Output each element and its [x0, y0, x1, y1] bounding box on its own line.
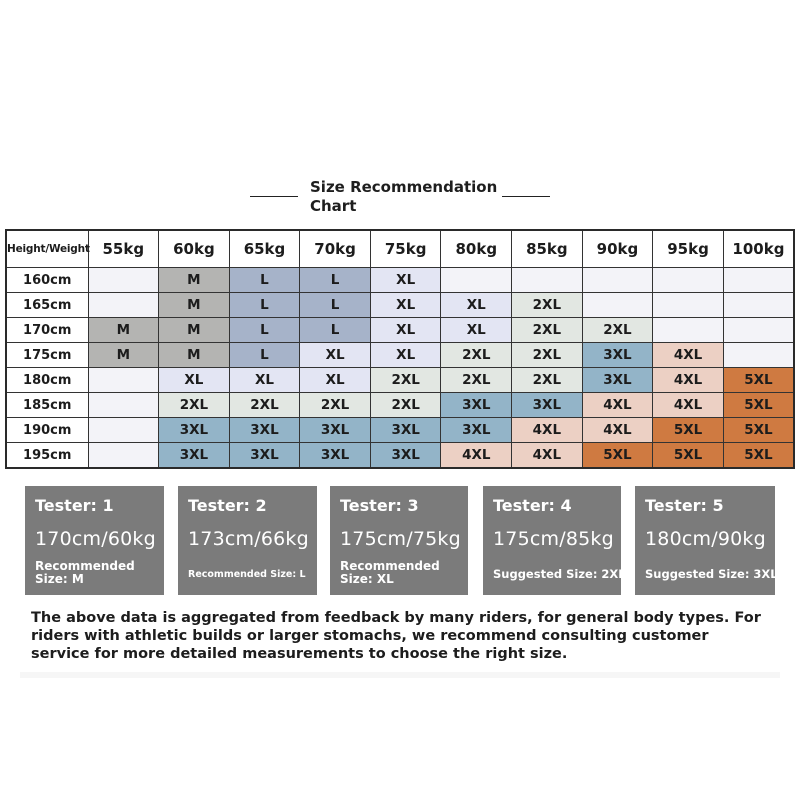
size-cell: XL: [441, 318, 512, 343]
table-row: [6, 343, 794, 368]
bottom-divider: [20, 672, 780, 678]
size-cell: [723, 318, 794, 343]
height-header: 190cm: [6, 418, 88, 443]
size-cell: 3XL: [582, 368, 653, 393]
size-cell: 4XL: [512, 418, 583, 443]
size-cell: L: [300, 318, 371, 343]
size-cell: 5XL: [582, 443, 653, 469]
size-cell: 5XL: [653, 443, 724, 469]
size-cell: M: [159, 318, 230, 343]
weight-header: 95kg: [653, 230, 724, 268]
size-cell: M: [159, 343, 230, 368]
size-cell: 2XL: [512, 293, 583, 318]
size-cell: [441, 268, 512, 293]
height-header: 170cm: [6, 318, 88, 343]
size-cell: [88, 293, 159, 318]
size-cell: [88, 443, 159, 469]
size-cell: 3XL: [159, 443, 230, 469]
size-cell: 2XL: [512, 343, 583, 368]
tester-stats: 175cm/85kg: [493, 528, 614, 550]
size-cell: 2XL: [512, 318, 583, 343]
table-row: [6, 443, 794, 469]
tester-cards: [25, 486, 785, 596]
size-cell: M: [88, 343, 159, 368]
weight-header: 60kg: [159, 230, 230, 268]
size-cell: 2XL: [441, 343, 512, 368]
weight-header: 85kg: [512, 230, 583, 268]
size-table: [5, 229, 795, 469]
size-cell: XL: [441, 293, 512, 318]
size-cell: 2XL: [159, 393, 230, 418]
size-cell: [653, 318, 724, 343]
weight-header: 100kg: [723, 230, 794, 268]
size-cell: M: [159, 268, 230, 293]
weight-header: 75kg: [370, 230, 441, 268]
size-cell: 3XL: [582, 343, 653, 368]
weight-header: 90kg: [582, 230, 653, 268]
weight-header: 80kg: [441, 230, 512, 268]
size-cell: M: [88, 318, 159, 343]
table-row: [6, 268, 794, 293]
tester-stats: 180cm/90kg: [645, 528, 766, 550]
table-header-row: [6, 230, 794, 268]
height-header: 180cm: [6, 368, 88, 393]
height-header: 185cm: [6, 393, 88, 418]
size-cell: 3XL: [441, 418, 512, 443]
size-cell: [653, 293, 724, 318]
weight-header: 55kg: [88, 230, 159, 268]
size-cell: XL: [370, 343, 441, 368]
size-cell: [723, 293, 794, 318]
tester-card-5: [635, 486, 778, 595]
size-cell: XL: [229, 368, 300, 393]
size-cell: XL: [370, 318, 441, 343]
height-header: 165cm: [6, 293, 88, 318]
size-cell: 2XL: [512, 368, 583, 393]
size-cell: 5XL: [723, 368, 794, 393]
size-cell: 5XL: [653, 418, 724, 443]
size-cell: 4XL: [653, 343, 724, 368]
tester-recommendation: Recommended Size: XL: [340, 559, 440, 586]
tester-name: Tester: 4: [493, 496, 572, 515]
tester-card-3: [330, 486, 468, 595]
tester-name: Tester: 2: [188, 496, 267, 515]
size-cell: 3XL: [512, 393, 583, 418]
tester-recommendation: Suggested Size: 2XL: [493, 567, 626, 581]
tester-recommendation: Recommended Size: M: [35, 559, 135, 586]
height-header: 175cm: [6, 343, 88, 368]
size-cell: 3XL: [370, 418, 441, 443]
size-cell: 4XL: [653, 368, 724, 393]
size-cell: 3XL: [300, 443, 371, 469]
size-cell: 3XL: [441, 393, 512, 418]
tester-card-4: [483, 486, 626, 595]
size-cell: L: [229, 268, 300, 293]
size-cell: 3XL: [300, 418, 371, 443]
size-cell: [723, 268, 794, 293]
height-header: 160cm: [6, 268, 88, 293]
size-cell: XL: [300, 343, 371, 368]
size-cell: XL: [370, 293, 441, 318]
table-row: [6, 418, 794, 443]
fit-note: The above data is aggregated from feedback by many riders, for general body types. For riders with athletic builds or larger stomachs, we recommend consulting customer service for more detailed measurements to choose the right size.: [31, 610, 761, 662]
table-row: [6, 368, 794, 393]
size-cell: 2XL: [441, 368, 512, 393]
size-cell: 2XL: [370, 393, 441, 418]
title-decor-line-left: [250, 196, 298, 197]
tester-stats: 173cm/66kg: [188, 528, 309, 550]
size-cell: 3XL: [229, 418, 300, 443]
table-row: [6, 318, 794, 343]
size-cell: L: [229, 343, 300, 368]
size-cell: 4XL: [582, 393, 653, 418]
size-cell: [512, 268, 583, 293]
chart-title-text: Size Recommendation Chart: [310, 178, 498, 215]
size-cell: 4XL: [512, 443, 583, 469]
size-cell: 2XL: [370, 368, 441, 393]
tester-stats: 170cm/60kg: [35, 528, 156, 550]
tester-name: Tester: 5: [645, 496, 724, 515]
size-cell: 3XL: [229, 443, 300, 469]
size-cell: XL: [159, 368, 230, 393]
size-cell: [723, 343, 794, 368]
size-cell: 5XL: [723, 443, 794, 469]
weight-header: 65kg: [229, 230, 300, 268]
size-cell: XL: [300, 368, 371, 393]
size-cell: 3XL: [370, 443, 441, 469]
size-cell: [88, 368, 159, 393]
size-cell: [88, 393, 159, 418]
tester-stats: 175cm/75kg: [340, 528, 461, 550]
size-cell: [582, 293, 653, 318]
size-cell: XL: [370, 268, 441, 293]
table-row: [6, 393, 794, 418]
title-decor-line-right: [502, 196, 550, 197]
size-cell: [88, 268, 159, 293]
size-cell: 4XL: [441, 443, 512, 469]
table-row: [6, 293, 794, 318]
size-cell: 4XL: [653, 393, 724, 418]
size-cell: 2XL: [582, 318, 653, 343]
tester-recommendation: Recommended Size: L: [188, 569, 306, 580]
size-cell: 3XL: [159, 418, 230, 443]
tester-name: Tester: 1: [35, 496, 114, 515]
size-cell: 2XL: [300, 393, 371, 418]
size-cell: [88, 418, 159, 443]
tester-recommendation: Suggested Size: 3XL: [645, 567, 778, 581]
size-cell: L: [229, 293, 300, 318]
size-cell: [653, 268, 724, 293]
tester-card-2: [178, 486, 317, 595]
size-cell: L: [300, 268, 371, 293]
chart-title: [250, 178, 550, 218]
size-cell: 5XL: [723, 393, 794, 418]
size-cell: L: [229, 318, 300, 343]
tester-card-1: [25, 486, 164, 595]
size-cell: L: [300, 293, 371, 318]
size-cell: 5XL: [723, 418, 794, 443]
size-cell: 4XL: [582, 418, 653, 443]
size-cell: M: [159, 293, 230, 318]
tester-name: Tester: 3: [340, 496, 419, 515]
table-corner-header: Height/Weight: [6, 230, 88, 268]
size-cell: 2XL: [229, 393, 300, 418]
height-header: 195cm: [6, 443, 88, 469]
weight-header: 70kg: [300, 230, 371, 268]
size-cell: [582, 268, 653, 293]
